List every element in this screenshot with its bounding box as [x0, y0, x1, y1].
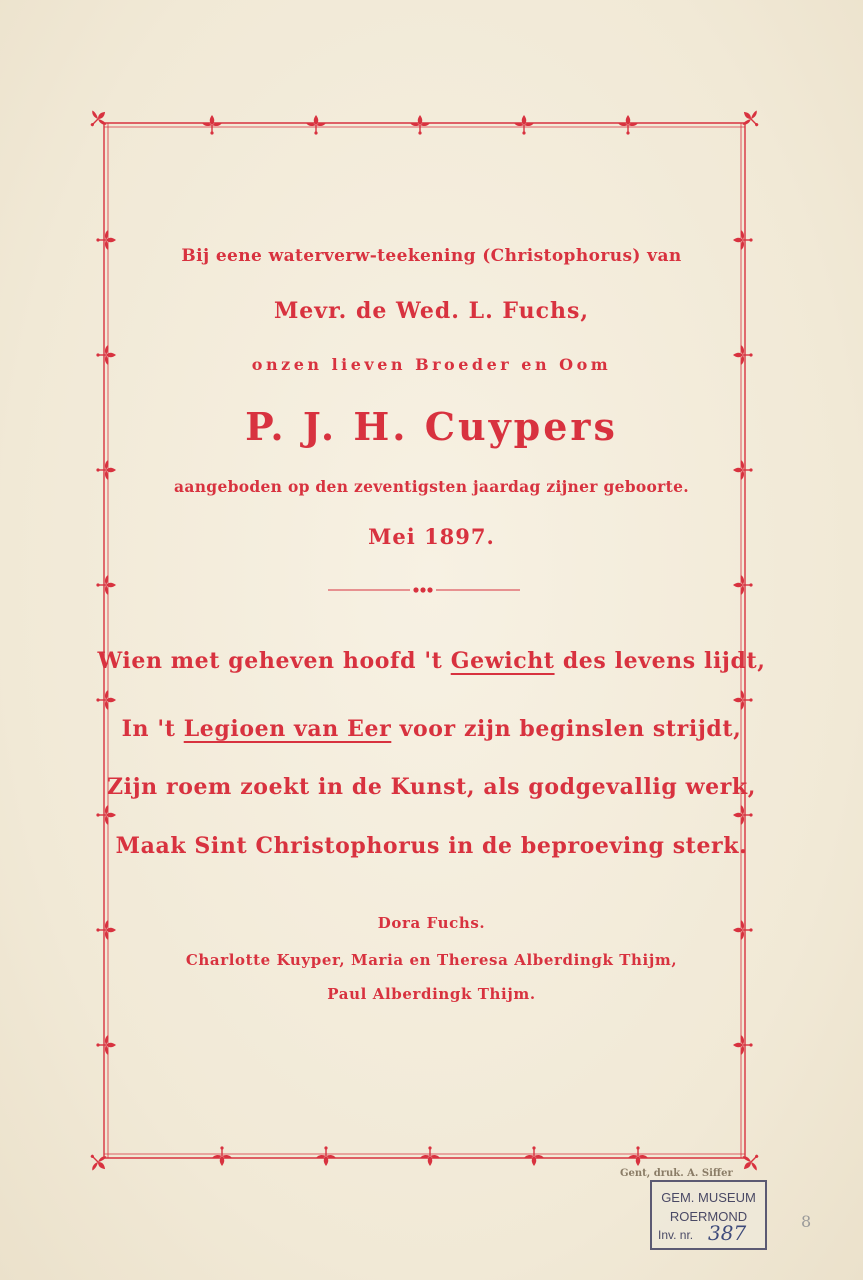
occasion-line: aangeboden op den zeventigsten jaardag zijner geboorte.: [174, 477, 689, 496]
stamp-inventory-number: 387: [708, 1221, 747, 1245]
stamp-inventory-label: Inv. nr.: [658, 1228, 694, 1242]
museum-stamp: [650, 1180, 767, 1250]
stamp-museum-line: GEM. MUSEUM: [661, 1190, 756, 1205]
poem-line-2-start: In 't: [121, 716, 184, 742]
poem-line-1: [0, 648, 863, 674]
catalog-mark: 8: [801, 1212, 812, 1231]
poem-line-1-start: Wien met geheven hoofd 't: [97, 648, 451, 674]
poem-line-2: [0, 716, 863, 742]
widow-name: Mevr. de Wed. L. Fuchs,: [273, 298, 590, 324]
poem-line-4: Maak Sint Christophorus in de beproeving sterk.: [115, 833, 748, 859]
dedication-line: Bij eene waterverw-teekening (Christophorus) van: [181, 246, 682, 266]
printer-credit: Gent, druk. A. Siffer: [620, 1168, 733, 1179]
poem-line-3: Zijn roem zoekt in de Kunst, als godgevallig werk,: [106, 774, 757, 800]
poem-line-2-end: voor zijn beginslen strijdt,: [391, 716, 742, 742]
signatory-line-1: Dora Fuchs.: [377, 914, 486, 932]
date-line: Mei 1897.: [368, 524, 495, 549]
poem-underlined-phrase: Legioen van Eer: [183, 716, 392, 742]
honoree-name: P. J. H. Cuypers: [245, 404, 618, 449]
poem-line-1-end: des levens lijdt,: [554, 648, 766, 674]
relation-line: onzen lieven Broeder en Oom: [251, 355, 612, 374]
poem-underlined-word: Gewicht: [450, 648, 555, 674]
signatory-line-3: Paul Alberdingk Thijm.: [327, 985, 536, 1003]
stamp-city-line: ROERMOND: [669, 1209, 748, 1224]
signatory-line-2: Charlotte Kuyper, Maria en Theresa Alberdingk Thijm,: [185, 951, 678, 969]
